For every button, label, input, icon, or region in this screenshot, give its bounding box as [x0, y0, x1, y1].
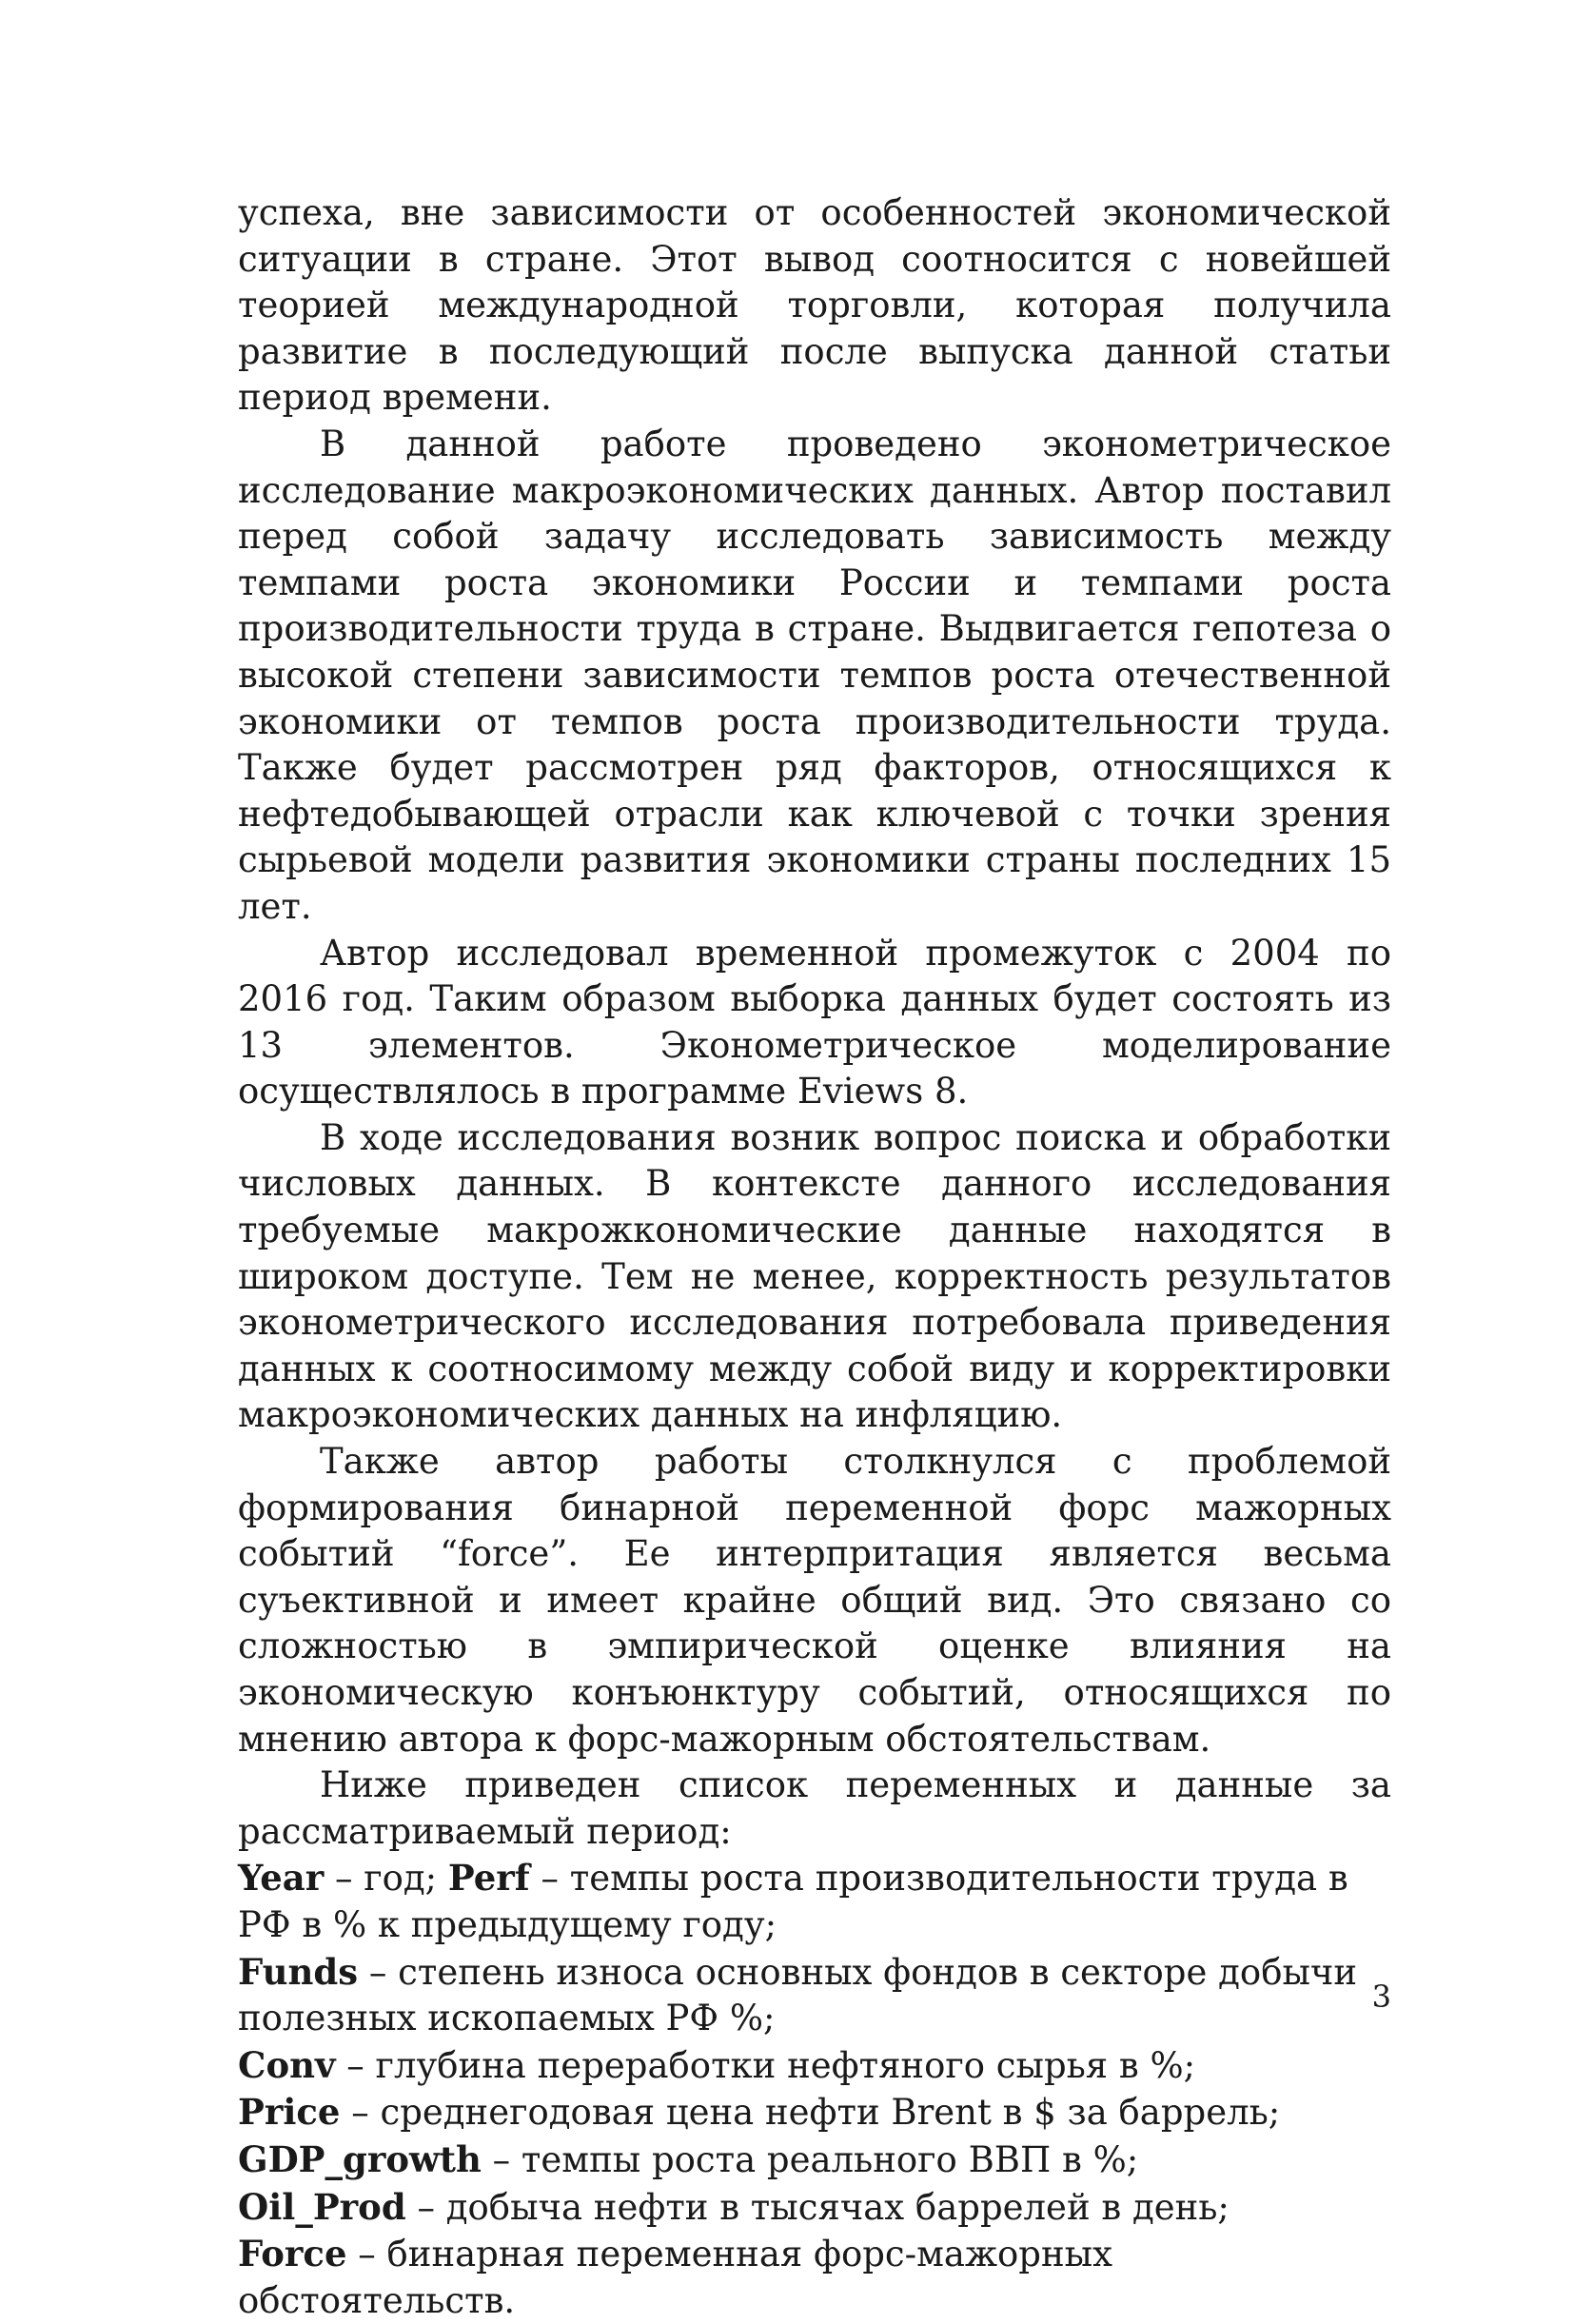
variable-name-funds: Funds [238, 1950, 359, 1993]
variable-list [238, 1855, 1391, 2324]
variable-line-gdp-growth [238, 2137, 1391, 2184]
variable-desc-perf: – темпы роста производительности труда в РФ в % к предыдущему году; [238, 1858, 1348, 1945]
variable-name-price: Price [238, 2091, 341, 2134]
variable-line-conv [238, 2042, 1391, 2090]
variable-desc-oil-prod: – добыча нефти в тысячах баррелей в день; [405, 2186, 1230, 2228]
variable-line-price [238, 2089, 1391, 2137]
page-number: 3 [1371, 1979, 1391, 2015]
variable-line-year-perf [238, 1855, 1391, 1948]
paragraph-continuation: успеха, вне зависимости от особенностей экономической ситуации в стране. Этот вывод соотносится с новейшей теорией международной торговли, которая получила развитие в последующий после выпуска данной статьи период времени. [238, 192, 1391, 419]
variable-desc-conv: – глубина переработки нефтяного сырья в %; [335, 2044, 1196, 2086]
variable-name-oil-prod: Oil_Prod [238, 2185, 406, 2228]
paragraph-research-goal: В данной работе проведено эконометрическое исследование макроэкономических данных. Автор поставил перед собой задачу исследовать зависимость между темпами роста экономики России и темпами роста производительности труда в стране. Выдвигается гепотеза о высокой степени зависимости темпов роста отечественной экономики от темпов роста производительности труда. Также будет рассмотрен ряд факторов, относящихся к нефтедобывающей отрасли как ключевой с точки зрения сырьевой модели развития экономики страны последних 15 лет. [238, 423, 1391, 927]
variable-line-funds [238, 1949, 1391, 2042]
page-body [238, 190, 1391, 2324]
variable-name-gdp-growth: GDP_growth [238, 2137, 482, 2180]
variable-desc-price: – среднегодовая цена нефти Brent в $ за баррель; [340, 2092, 1281, 2134]
paragraph-data-processing: В ходе исследования возник вопрос поиска и обработки числовых данных. В контексте данного исследования требуемые макрожкономические данные находятся в широком доступе. Тем не менее, корректность результатов эконометрического исследования потребовала приведения данных к соотносимому между собой виду и корректировки макроэкономических данных на инфляцию. [238, 1116, 1391, 1436]
variable-desc-year: – год; [324, 1858, 448, 1900]
variable-desc-force: – бинарная переменная форс-мажорных обстоятельств. [238, 2234, 1112, 2321]
paragraph-variable-intro: Ниже приведен список переменных и данные за рассматриваемый период: [238, 1764, 1391, 1852]
variable-desc-funds: – степень износа основных фондов в секторе добычи полезных ископаемых РФ %; [238, 1951, 1358, 2039]
paragraph-force-variable: Также автор работы столкнулся с проблемой формирования бинарной переменной форс мажорных событий “force”. Ее интерпритация является весьма суъективной и имеет крайне общий вид. Это связано со сложностью в эмпирической оценке влияния на экономическую конъюнктуру событий, относящихся по мнению автора к форс-мажорным обстоятельствам. [238, 1441, 1391, 1760]
variable-line-force [238, 2231, 1391, 2324]
variable-name-year: Year [238, 1857, 325, 1900]
variable-name-conv: Conv [238, 2043, 336, 2086]
variable-name-perf: Perf [447, 1857, 530, 1900]
variable-name-force: Force [238, 2233, 347, 2275]
paragraph-time-period: Автор исследовал временной промежуток с 2004 по 2016 год. Таким образом выборка данных будет состоять из 13 элементов. Эконометрическое моделирование осуществлялось в программе Eviews 8. [238, 932, 1391, 1113]
variable-desc-gdp-growth: – темпы роста реального ВВП в %; [481, 2138, 1139, 2180]
variable-line-oil-prod [238, 2184, 1391, 2232]
